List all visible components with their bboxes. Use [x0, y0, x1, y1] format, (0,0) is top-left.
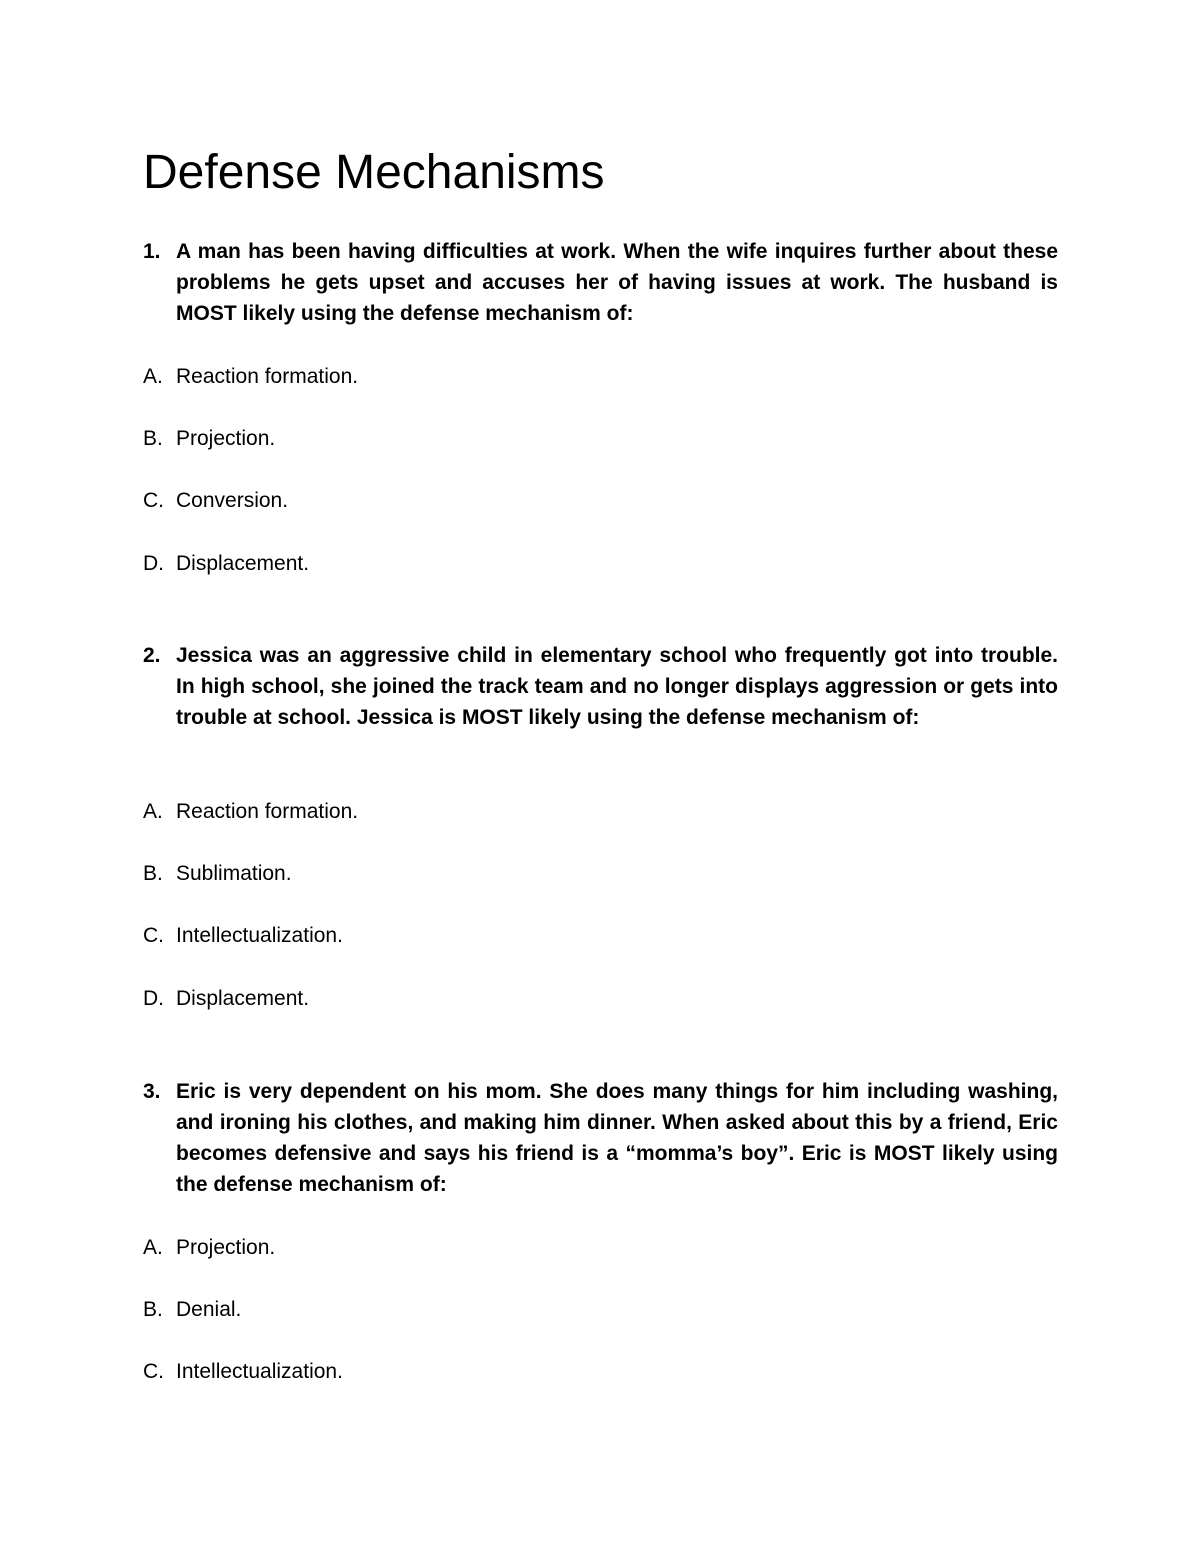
- question-3-option-b: [143, 1294, 241, 1325]
- question-1: [143, 236, 1058, 329]
- question-3-option-c: [143, 1356, 343, 1387]
- option-text: Sublimation.: [176, 862, 292, 885]
- option-text: Projection.: [176, 1236, 276, 1259]
- page-title: Defense Mechanisms: [143, 146, 605, 199]
- option-text: Reaction formation.: [176, 365, 359, 388]
- question-text: Eric is very dependent on his mom. She does many things for him including washing, and ironing his clothes, and making him dinner. When asked about this by a friend, Eric becomes defensive and says his friend is a “momma’s boy”. Eric is MOST likely using the defense mechanism of:: [176, 1080, 1058, 1196]
- question-2-option-c: [143, 920, 343, 951]
- option-letter: B.: [143, 427, 163, 450]
- question-1-option-c: [143, 485, 288, 516]
- question-text: A man has been having difficulties at work. When the wife inquires further about these problems he gets upset and accuses her of having issues at work. The husband is MOST likely using the defense mechanism of:: [176, 240, 1058, 325]
- option-text: Displacement.: [176, 552, 310, 575]
- option-letter: B.: [143, 1298, 163, 1321]
- question-number: 1.: [143, 240, 161, 263]
- option-text: Displacement.: [176, 987, 310, 1010]
- option-text: Intellectualization.: [176, 1360, 343, 1383]
- question-text: Jessica was an aggressive child in elementary school who frequently got into trouble. In high school, she joined the track team and no longer displays aggression or gets into trouble at school. Jessica is MOST likely using the defense mechanism of:: [176, 644, 1058, 729]
- option-letter: C.: [143, 1360, 164, 1383]
- question-2-option-a: [143, 796, 358, 827]
- option-letter: A.: [143, 800, 163, 823]
- question-1-option-a: [143, 361, 358, 392]
- question-number: 2.: [143, 644, 161, 667]
- question-2: [143, 640, 1058, 733]
- question-1-option-b: [143, 423, 275, 454]
- option-text: Intellectualization.: [176, 924, 343, 947]
- question-number: 3.: [143, 1080, 161, 1103]
- question-2-option-b: [143, 858, 292, 889]
- option-letter: A.: [143, 1236, 163, 1259]
- question-3: [143, 1076, 1058, 1200]
- option-text: Denial.: [176, 1298, 242, 1321]
- question-2-option-d: [143, 983, 309, 1014]
- option-text: Conversion.: [176, 489, 289, 512]
- option-text: Projection.: [176, 427, 276, 450]
- option-letter: C.: [143, 489, 164, 512]
- option-letter: D.: [143, 552, 164, 575]
- option-text: Reaction formation.: [176, 800, 359, 823]
- question-1-option-d: [143, 548, 309, 579]
- question-3-option-a: [143, 1232, 275, 1263]
- option-letter: C.: [143, 924, 164, 947]
- option-letter: D.: [143, 987, 164, 1010]
- option-letter: B.: [143, 862, 163, 885]
- option-letter: A.: [143, 365, 163, 388]
